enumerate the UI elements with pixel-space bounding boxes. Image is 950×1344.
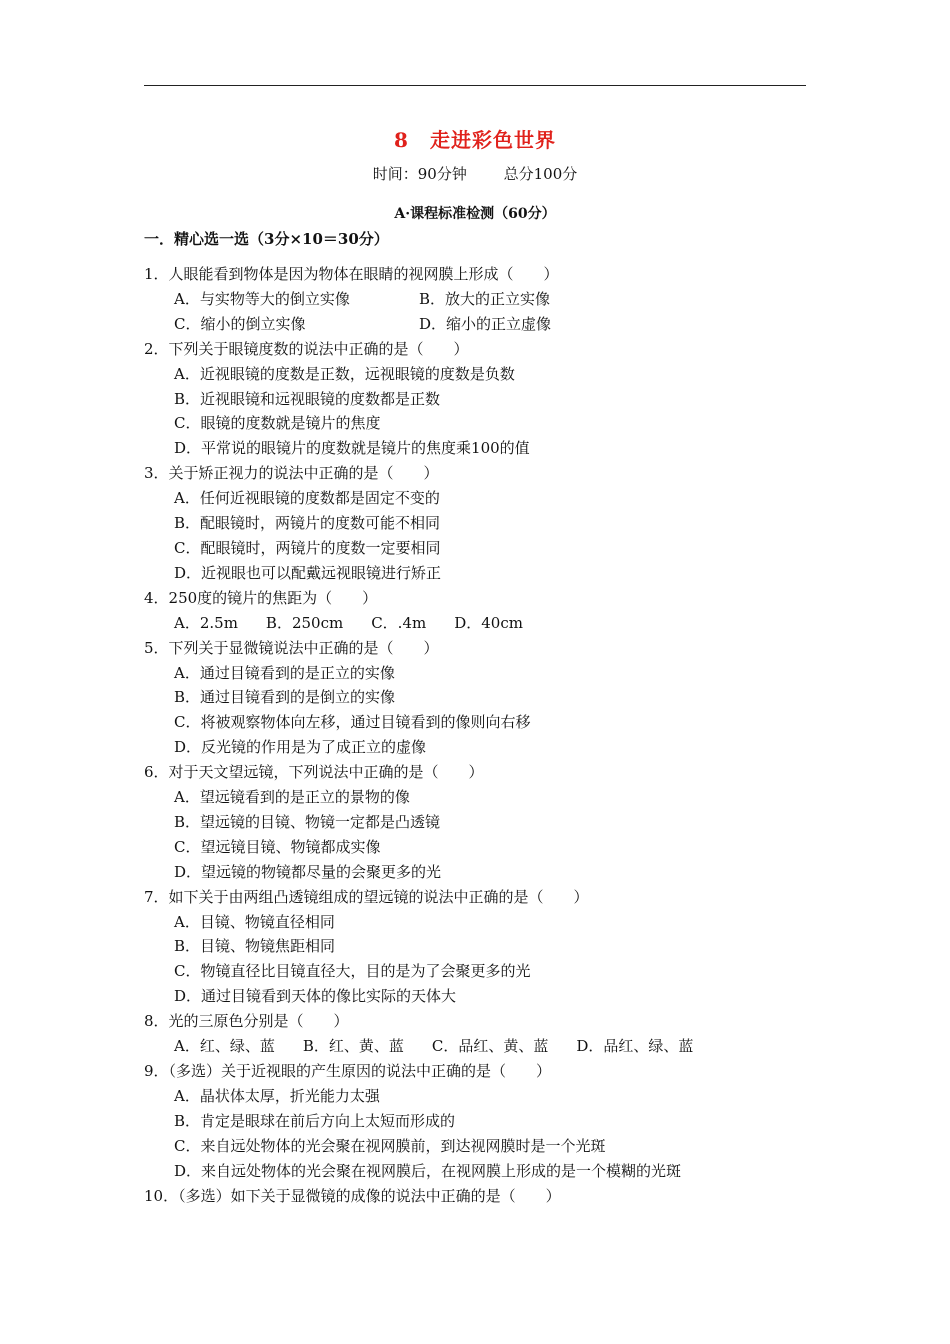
option: B．配眼镜时，两镜片的度数可能不相同 [174,514,441,533]
part-heading: 一．精心选一选（3分×10＝30分） [144,230,389,248]
option: C．望远镜目镜、物镜都成实像 [174,837,381,856]
option: A．望远镜看到的是正立的景物的像 [174,788,410,807]
question-stem: 8．光的三原色分别是（ ） [144,1012,349,1031]
option: B．放大的正立实像 [419,289,551,308]
option-row [144,611,784,636]
option: D．来自远处物体的光会聚在视网膜后，在视网膜上形成的是一个模糊的光斑 [174,1161,682,1180]
question-stem: 7．如下关于由两组凸透镜组成的望远镜的说法中正确的是（ ） [144,887,589,906]
exam-time: 时间：90分钟 [372,165,467,183]
option: C．将被观察物体向左移，通过目镜看到的像则向右移 [174,713,531,732]
option: D．近视眼也可以配戴远视眼镜进行矫正 [174,563,442,582]
question-stem: 2．下列关于眼镜度数的说法中正确的是（ ） [144,339,469,358]
question-stem: 4．250度的镜片的焦距为（ ） [144,588,378,607]
option: A．近视眼镜的度数是正数，远视眼镜的度数是负数 [174,364,515,383]
option: A．通过目镜看到的是正立的实像 [174,663,395,682]
option: D．品红、绿、蓝 [576,1037,694,1056]
option: A．2.5m [174,613,238,632]
option: D．通过目镜看到天体的像比实际的天体大 [174,987,457,1006]
option: D．40cm [454,613,523,632]
question-stem: 3．关于矫正视力的说法中正确的是（ ） [144,464,439,483]
exam-meta [0,163,950,184]
option-row [144,312,784,337]
option: B．250cm [265,613,344,632]
section-heading: A·课程标准检测（60分） [394,206,556,222]
option: D．反光镜的作用是为了成正立的虚像 [174,738,427,757]
option: B．通过目镜看到的是倒立的实像 [174,688,396,707]
option: A．目镜、物镜直径相同 [174,912,335,931]
page-title: 8 走进彩色世界 [394,128,556,152]
option-row [144,287,784,312]
option: C．缩小的倒立实像 [174,314,306,333]
option: D．缩小的正立虚像 [419,314,552,333]
option: A．晶状体太厚，折光能力太强 [174,1086,380,1105]
option: B．肯定是眼球在前后方向上太短而形成的 [174,1111,456,1130]
option: C．眼镜的度数就是镜片的焦度 [174,414,381,433]
option: B．目镜、物镜焦距相同 [174,937,336,956]
option: C．物镜直径比目镜直径大，目的是为了会聚更多的光 [174,962,531,981]
question-stem: 6．对于天文望远镜，下列说法中正确的是（ ） [144,763,484,782]
question-list [144,262,784,1208]
option: B．红、黄、蓝 [302,1037,404,1056]
option: B．望远镜的目镜、物镜一定都是凸透镜 [174,812,441,831]
question-stem: 1．人眼能看到物体是因为物体在眼睛的视网膜上形成（ ） [144,265,559,283]
option: C．来自远处物体的光会聚在视网膜前，到达视网膜时是一个光斑 [174,1136,606,1155]
option: C．品红、黄、蓝 [431,1037,549,1056]
option: A．红、绿、蓝 [174,1037,275,1056]
option: A．与实物等大的倒立实像 [174,289,350,308]
option: C．配眼镜时，两镜片的度数一定要相同 [174,538,441,557]
question-stem: 9．（多选）关于近视眼的产生原因的说法中正确的是（ ） [144,1062,552,1080]
option: B．近视眼镜和远视眼镜的度数都是正数 [174,389,441,408]
option-row [144,1034,784,1059]
header-rule [144,85,806,86]
question-stem: 10．（多选）如下关于显微镜的成像的说法中正确的是（ ） [144,1186,561,1205]
exam-total: 总分100分 [503,165,578,183]
option: D．平常说的眼镜片的度数就是镜片的焦度乘100的值 [174,439,530,458]
option: C．.4m [371,613,427,632]
question-stem: 5．下列关于显微镜说法中正确的是（ ） [144,638,439,657]
option: A．任何近视眼镜的度数都是固定不变的 [174,489,440,508]
option: D．望远镜的物镜都尽量的会聚更多的光 [174,862,442,881]
